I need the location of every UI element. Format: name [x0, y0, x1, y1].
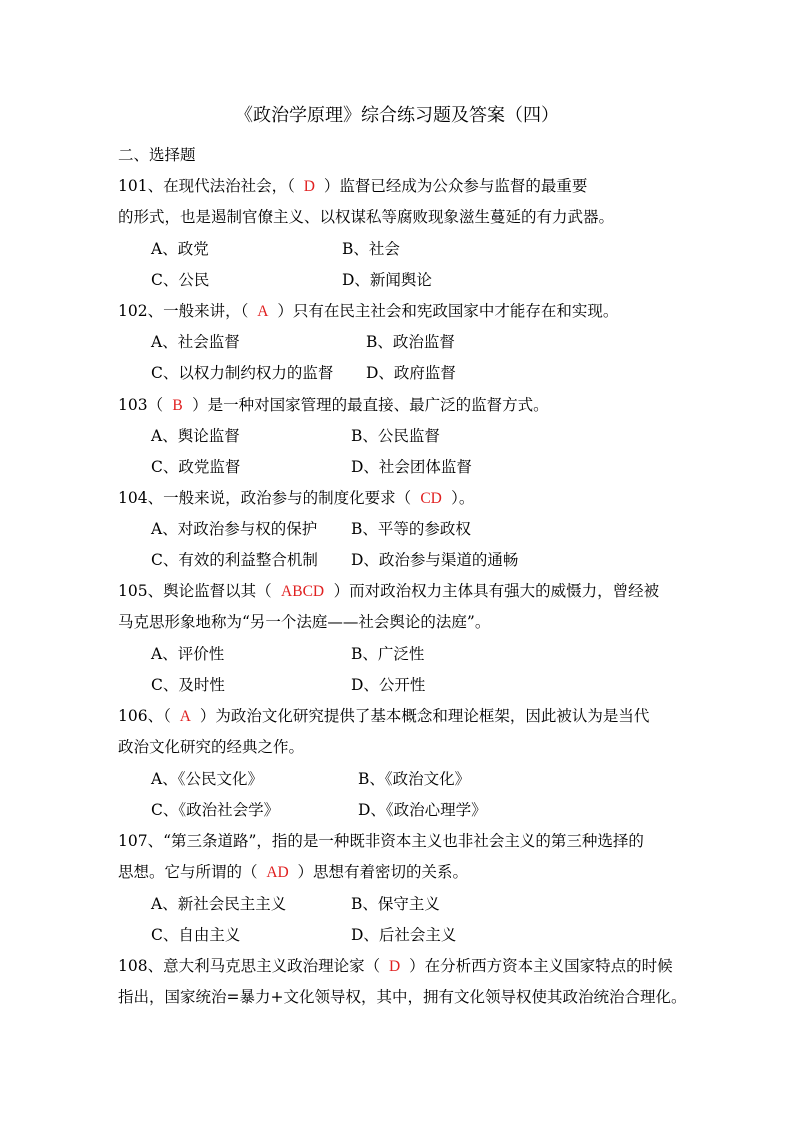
question-text: 102、一般来讲，（ — [118, 302, 249, 320]
question-6-option: C、《政治社会学》 — [151, 801, 280, 819]
question-8-line-1 — [118, 955, 673, 978]
question-text: ）。 — [451, 489, 475, 507]
question-6-line-2 — [118, 736, 304, 758]
question-7-option: C、自由主义 — [151, 926, 241, 944]
question-3-option: A、舆论监督 — [151, 427, 240, 445]
answer-key: ABCD — [281, 583, 325, 600]
question-5-line-2 — [118, 611, 490, 633]
question-text: 103（ — [118, 396, 164, 414]
question-1-option: D、新闻舆论 — [342, 271, 432, 289]
answer-key: B — [172, 397, 183, 414]
question-5-option: A、评价性 — [151, 645, 225, 663]
question-2-option: D、政府监督 — [366, 364, 456, 382]
question-2-option: C、以权力制约权力的监督 — [151, 364, 334, 382]
question-1-option: C、公民 — [151, 271, 210, 289]
question-text: 政治文化研究的经典之作。 — [118, 738, 305, 756]
answer-key: D — [388, 958, 401, 975]
question-text: ）在分析西方资本主义国家特点的时候 — [409, 957, 673, 975]
question-text: 108、意大利马克思主义政治理论家（ — [118, 957, 381, 975]
question-text: 思想。它与所谓的（ — [118, 863, 258, 881]
question-text: 107、“第三条道路”，指的是一种既非资本主义也非社会主义的第三种选择的 — [118, 832, 644, 850]
question-text: 马克思形象地称为“另一个法庭——社会舆论的法庭”。 — [118, 613, 491, 631]
question-text: 106、（ — [118, 707, 171, 725]
question-3-option: B、公民监督 — [351, 427, 440, 445]
question-6-option: A、《公民文化》 — [151, 770, 263, 788]
question-4-option: C、有效的利益整合机制 — [151, 551, 318, 569]
question-text: 105、舆论监督以其（ — [118, 582, 272, 600]
question-7-line-1 — [118, 830, 644, 852]
question-4-option: A、对政治参与权的保护 — [151, 520, 318, 538]
question-7-option: A、新社会民主主义 — [151, 895, 287, 913]
section-heading: 二、选择题 — [118, 146, 196, 164]
question-3-option: C、政党监督 — [151, 458, 241, 476]
question-6-option: B、《政治文化》 — [358, 770, 471, 788]
answer-key: A — [179, 708, 191, 725]
answer-key: CD — [420, 490, 442, 507]
question-text: ）而对政治权力主体具有强大的威慑力，曾经被 — [333, 582, 660, 600]
question-text: 的形式，也是遏制官僚主义、以权谋私等腐败现象滋生蔓延的有力武器。 — [118, 208, 615, 226]
question-1-line-2 — [118, 206, 614, 228]
question-text: ）思想有着密切的关系。 — [297, 863, 469, 881]
question-text: 104、一般来说，政治参与的制度化要求（ — [118, 489, 412, 507]
question-2-option: A、社会监督 — [151, 333, 240, 351]
question-2-line-1 — [118, 300, 618, 323]
question-text: 101、在现代法治社会，（ — [118, 177, 295, 195]
question-text: ）监督已经成为公众参与监督的最重要 — [323, 177, 588, 195]
answer-key: A — [257, 303, 269, 320]
question-3-line-1 — [118, 394, 549, 417]
question-4-option: B、平等的参政权 — [351, 520, 471, 538]
question-1-option: B、社会 — [342, 240, 400, 258]
question-5-option: C、及时性 — [151, 676, 225, 694]
question-1-option: A、政党 — [151, 240, 209, 258]
question-2-option: B、政治监督 — [366, 333, 455, 351]
question-7-option: D、后社会主义 — [351, 926, 457, 944]
question-4-option: D、政治参与渠道的通畅 — [351, 551, 519, 569]
question-6-option: D、《政治心理学》 — [358, 801, 487, 819]
question-5-option: D、公开性 — [351, 676, 426, 694]
question-text: ）是一种对国家管理的最直接、最广泛的监督方式。 — [192, 396, 549, 414]
answer-key: AD — [266, 864, 289, 881]
document-title: 《政治学原理》综合练习题及答案（四） — [235, 105, 559, 126]
question-5-option: B、广泛性 — [351, 645, 425, 663]
question-4-line-1 — [118, 487, 474, 510]
question-5-line-1 — [118, 580, 659, 603]
question-text: ）为政治文化研究提供了基本概念和理论框架，因此被认为是当代 — [199, 707, 650, 725]
question-text: 指出，国家统治=暴力+文化领导权，其中，拥有文化领导权使其政治统治合理化。 — [118, 988, 687, 1006]
question-text: ）只有在民主社会和宪政国家中才能存在和实现。 — [277, 302, 619, 320]
answer-key: D — [303, 178, 315, 195]
question-7-line-2 — [118, 861, 468, 884]
question-6-line-1 — [118, 705, 649, 728]
question-8-line-2 — [118, 986, 686, 1008]
question-7-option: B、保守主义 — [351, 895, 440, 913]
question-3-option: D、社会团体监督 — [351, 458, 472, 476]
question-1-line-1 — [118, 175, 587, 198]
